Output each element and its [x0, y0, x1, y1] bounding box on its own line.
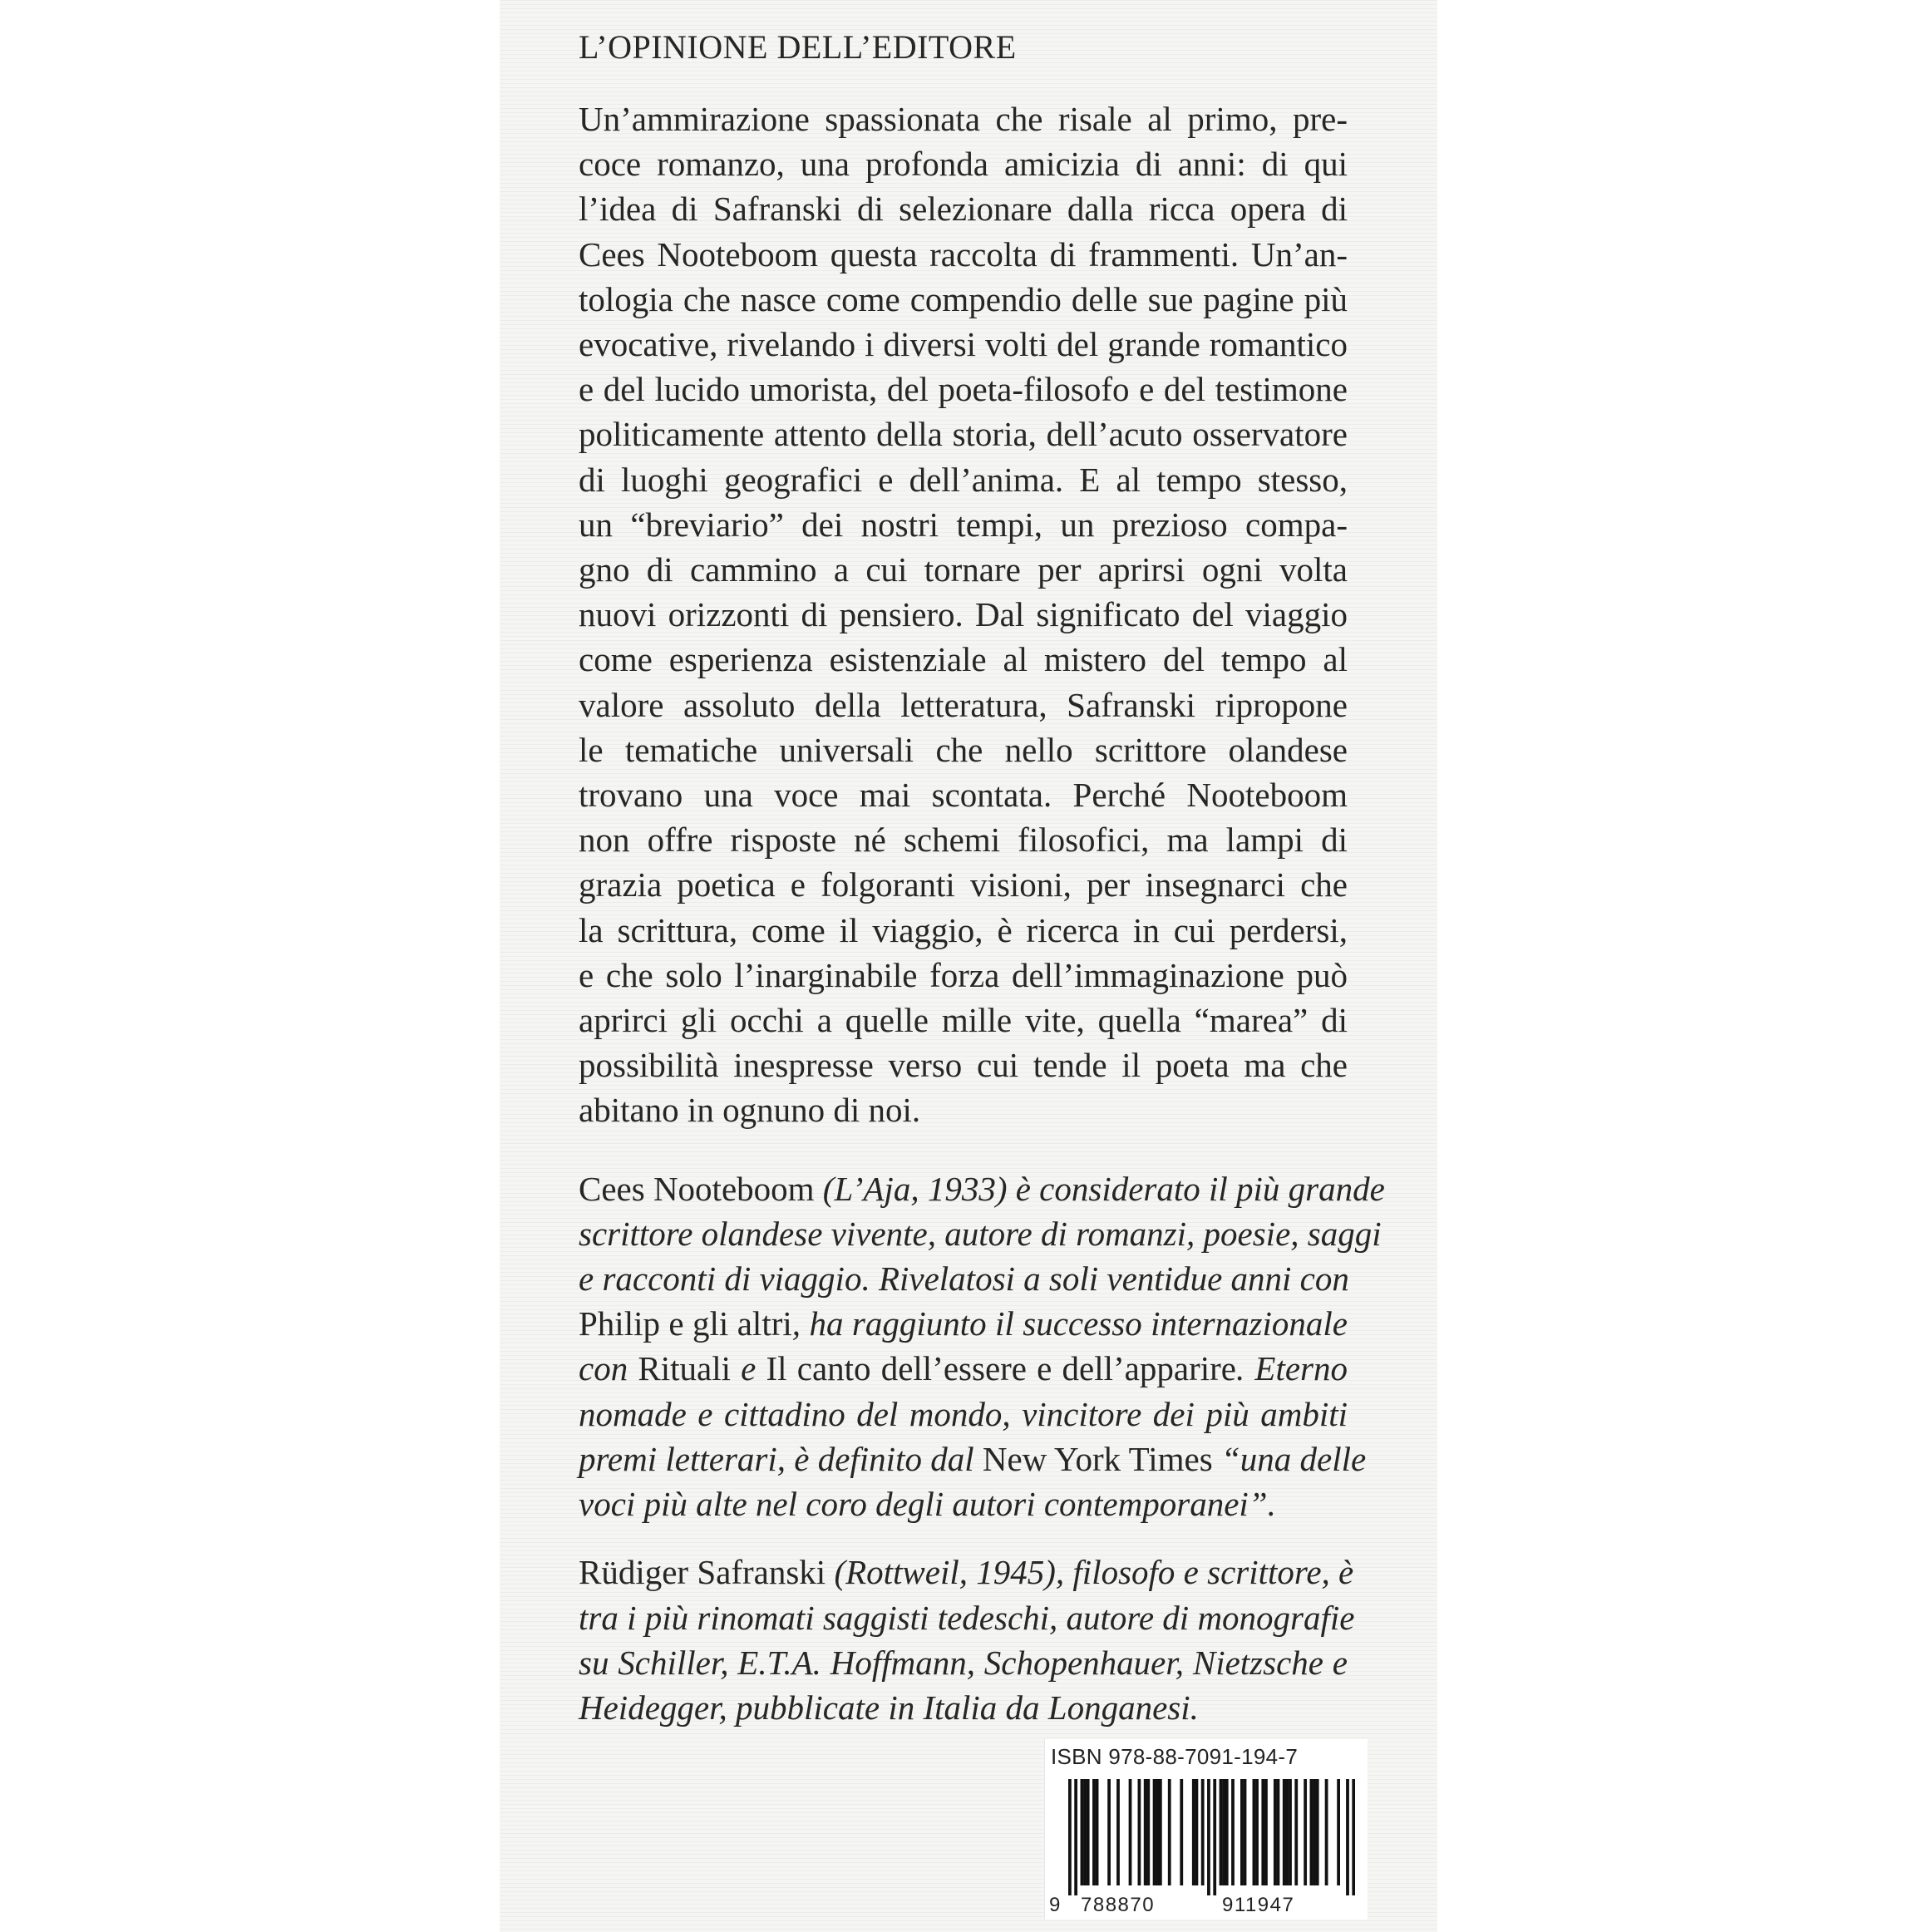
isbn-text: ISBN 978-88-7091-194-7 — [1051, 1744, 1299, 1769]
barcode-bar — [1107, 1779, 1111, 1885]
barcode-bar — [1274, 1779, 1277, 1885]
synopsis-line: Un’ammirazione spassionata che risale al primo, pre- — [579, 100, 1348, 138]
barcode-bar — [1074, 1779, 1077, 1895]
barcode-bar — [1346, 1779, 1349, 1895]
synopsis-line: coce romanzo, una profonda amicizia di anni: di qui — [579, 145, 1348, 184]
barcode-bar — [1244, 1779, 1247, 1885]
synopsis-line: possibilità inespresse verso cui tende il poeta ma che — [579, 1046, 1348, 1085]
synopsis-paragraph — [579, 96, 1348, 1133]
barcode-bar — [1255, 1779, 1259, 1885]
synopsis-line: valore assoluto della letteratura, Safranski ripropone — [579, 685, 1348, 724]
synopsis-line: come esperienza esistenziale al mistero del tempo al — [579, 640, 1348, 679]
section-header: L’OPINIONE DELL’EDITORE — [579, 28, 1017, 66]
synopsis-line: la scrittura, come il viaggio, è ricerca in cui perdersi, — [579, 910, 1348, 949]
book-title: Rituali — [638, 1349, 731, 1388]
synopsis-line: non offre risposte né schemi filosofici, ma lampi di — [579, 821, 1348, 860]
author-bio-safranski — [579, 1550, 1355, 1730]
synopsis-line: l’idea di Safranski di selezionare dalla ricca opera di — [579, 190, 1348, 229]
barcode-bar — [1180, 1779, 1183, 1885]
bio-line: nomade e cittadino del mondo, vincitore dei più ambiti — [579, 1394, 1348, 1433]
bio-line: su Schiller, E.T.A. Hoffmann, Schopenhauer, Nietzsche e — [579, 1643, 1348, 1682]
barcode-bar — [1138, 1779, 1141, 1885]
barcode-bar — [1289, 1779, 1292, 1885]
barcode-bar — [1087, 1779, 1090, 1885]
barcode-bar — [1168, 1779, 1171, 1885]
barcode-bar — [1144, 1779, 1147, 1885]
barcode-bar — [1261, 1779, 1264, 1885]
barcode-bar — [1146, 1779, 1150, 1885]
synopsis-line: e che solo l’inarginabile forza dell’immaginazione può — [579, 955, 1348, 994]
author-bio-nooteboom — [579, 1166, 1385, 1527]
barcode-bar — [1129, 1779, 1132, 1885]
bio-line: Philip e gli altri, ha raggiunto il successo internazionale — [579, 1304, 1348, 1343]
synopsis-line: le tematiche universali che nello scrittore olandese — [579, 730, 1348, 769]
barcode-bar — [1264, 1779, 1268, 1885]
synopsis-line: politicamente attento della storia, dell’acuto osservatore — [579, 415, 1348, 454]
barcode-bar — [1283, 1779, 1286, 1885]
barcode-left-digits: 788870 — [1081, 1894, 1156, 1916]
barcode-bar — [1304, 1779, 1307, 1885]
bio-line: scrittore olandese vivente, autore di romanzi, poesie, saggi — [579, 1214, 1382, 1253]
barcode-bar — [1310, 1779, 1313, 1885]
synopsis-line: trovano una voce mai scontata. Perché Nooteboom — [579, 776, 1348, 815]
synopsis-line: aprirci gli occhi a quelle mille vite, quella “marea” di — [579, 1001, 1348, 1040]
barcode-bar — [1240, 1779, 1244, 1885]
bio-line: voci più alte nel coro degli autori contemporanei”. — [579, 1485, 1276, 1524]
bio-line: tra i più rinomati saggisti tedeschi, autore di monografie — [579, 1598, 1355, 1637]
barcode-bar — [1225, 1779, 1229, 1885]
synopsis-line: e del lucido umorista, del poeta-filosofo e del testimone — [579, 370, 1348, 409]
barcode-bar — [1316, 1779, 1319, 1885]
synopsis-line: di luoghi geografici e dell’anima. E al tempo stesso, — [579, 460, 1348, 499]
synopsis-line: nuovi orizzonti di pensiero. Dal significato del viaggio — [579, 595, 1348, 634]
barcode-bar — [1083, 1779, 1087, 1885]
barcode-bar — [1207, 1779, 1210, 1895]
barcode-bar — [1337, 1779, 1340, 1885]
synopsis-line: abitano in ognuno di noi. — [579, 1091, 921, 1130]
synopsis-line: tologia che nasce come compendio delle sue pagine più — [579, 279, 1348, 318]
barcode-bar — [1313, 1779, 1316, 1885]
barcode-bar — [1213, 1779, 1216, 1895]
book-title: Philip e gli altri — [579, 1304, 792, 1343]
barcode-bar — [1201, 1779, 1205, 1885]
synopsis-line: grazia poetica e folgoranti visioni, per insegnarci che — [579, 865, 1348, 904]
barcode-bar — [1325, 1779, 1328, 1885]
barcode-bar — [1231, 1779, 1235, 1885]
newspaper-name: New York Times — [982, 1439, 1213, 1478]
barcode-bar — [1116, 1779, 1120, 1885]
barcode-bar — [1195, 1779, 1199, 1885]
bio-line: con Rituali e Il canto dell’essere e dell’apparire. Eterno — [579, 1349, 1348, 1388]
book-title: Il canto dell’essere e dell’apparire — [766, 1349, 1236, 1388]
synopsis-line: Cees Nooteboom questa raccolta di frammenti. Un’an- — [579, 234, 1348, 274]
cover-text — [579, 25, 1385, 1730]
barcode-bar — [1277, 1779, 1280, 1885]
bio-line: premi letterari, è definito dal New York Times “una delle — [579, 1439, 1367, 1478]
synopsis-line: un “breviario” dei nostri tempi, un prezioso compa- — [579, 505, 1348, 544]
barcode-bar — [1156, 1779, 1159, 1885]
bio-line: Heidegger, pubblicate in Italia da Longanesi. — [579, 1688, 1199, 1727]
bio-line: Cees Nooteboom (L’Aja, 1933) è considerato il più grande — [579, 1169, 1385, 1208]
synopsis-line: evocative, rivelando i diversi volti del grande romantico — [579, 325, 1348, 364]
barcode-bar — [1159, 1779, 1162, 1885]
barcode-bar — [1253, 1779, 1256, 1885]
barcode-bar — [1285, 1779, 1289, 1885]
barcode-bar — [1222, 1779, 1225, 1885]
barcode — [1068, 1779, 1355, 1895]
barcode-bar — [1192, 1779, 1195, 1885]
barcode-bar — [1096, 1779, 1099, 1885]
synopsis-line: gno di cammino a cui tornare per aprirsi ogni volta — [579, 550, 1348, 589]
barcode-bar — [1081, 1779, 1084, 1885]
barcode-bar — [1294, 1779, 1298, 1885]
barcode-bar — [1092, 1779, 1096, 1885]
barcode-bar — [1220, 1779, 1223, 1885]
barcode-bar — [1352, 1779, 1355, 1895]
barcode-bar — [1068, 1779, 1072, 1895]
bio-line: e racconti di viaggio. Rivelatosi a soli ventidue anni con — [579, 1259, 1349, 1299]
bio-line: Rüdiger Safranski (Rottweil, 1945), filosofo e scrittore, è — [579, 1553, 1354, 1592]
barcode-right-digits: 911947 — [1222, 1894, 1295, 1916]
barcode-bar — [1153, 1779, 1156, 1885]
barcode-first-digit: 9 — [1049, 1894, 1062, 1916]
